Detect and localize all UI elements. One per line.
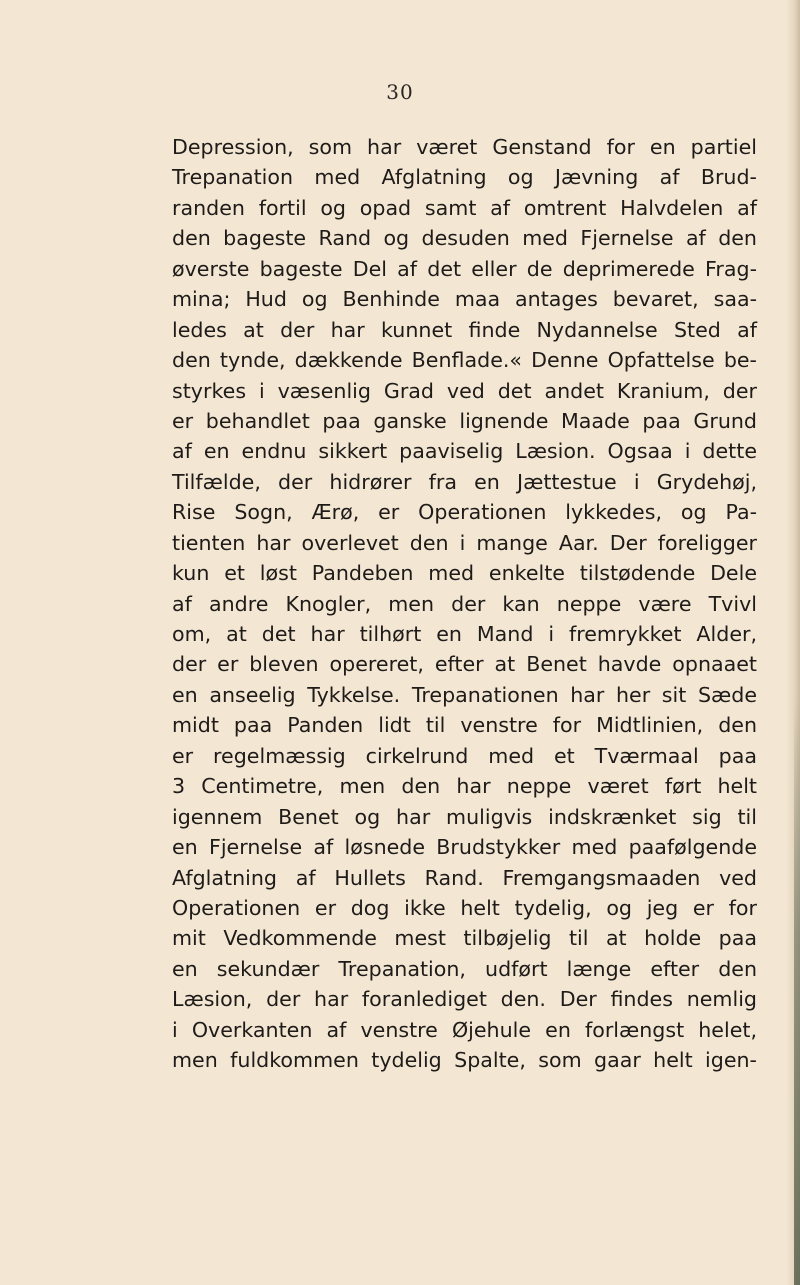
text-line: Operationen er dog ikke helt tydelig, og jeg er for [172,895,757,920]
body-text [172,132,757,1076]
text-line: af andre Knogler, men der kan neppe være Tvivl [172,591,757,616]
page-edge-dark [794,700,800,1285]
text-line: er regelmæssig cirkelrund med et Tværmaal paa [172,743,757,768]
text-line: en anseelig Tykkelse. Trepanationen har her sit Sæde [172,682,757,707]
text-line: af en endnu sikkert paaviselig Læsion. Ogsaa i dette [172,439,757,464]
page-number: 30 [386,80,414,104]
text-line: midt paa Panden lidt til venstre for Midtlinien, den [172,713,757,738]
text-line: er behandlet paa ganske lignende Maade paa Grund [172,408,757,433]
text-line: kun et løst Pandeben med enkelte tilstødende Dele [172,561,757,586]
text-line: Rise Sogn, Ærø, er Operationen lykkedes, og Pa- [172,500,757,525]
text-line: den tynde, dækkende Benflade.« Denne Opfattelse be- [172,348,757,373]
text-line: randen fortil og opad samt af omtrent Halvdelen af [172,195,757,220]
text-line: i Overkanten af venstre Øjehule en forlængst helet, [172,1017,757,1042]
text-line: en Fjernelse af løsnede Brudstykker med paafølgende [172,835,757,860]
text-line: 3 Centimetre, men den har neppe været ført helt [172,774,757,799]
text-line: en sekundær Trepanation, udført længe efter den [172,956,757,981]
text-line: den bageste Rand og desuden med Fjernelse af den [172,226,757,251]
text-line: mit Vedkommende mest tilbøjelig til at holde paa [172,926,757,951]
text-line: øverste bageste Del af det eller de deprimerede Frag- [172,256,757,281]
text-line: igennem Benet og har muligvis indskrænket sig til [172,804,757,829]
text-line: mina; Hud og Benhinde maa antages bevaret, saa- [172,287,757,312]
text-line: der er bleven opereret, efter at Benet havde opnaaet [172,652,757,677]
text-line: Læsion, der har foranlediget den. Der findes nemlig [172,987,757,1012]
text-line: om, at det har tilhørt en Mand i fremrykket Alder, [172,622,757,646]
text-line: Depression, som har været Genstand for en partiel [172,135,757,159]
text-line: styrkes i væsenlig Grad ved det andet Kranium, der [172,378,757,403]
text-line: ledes at der har kunnet finde Nydannelse Sted af [172,317,757,342]
text-line: Afglatning af Hullets Rand. Fremgangsmaaden ved [172,865,757,890]
text-line: Tilfælde, der hidrører fra en Jættestue i Grydehøj, [172,469,757,494]
text-line: men fuldkommen tydelig Spalte, som gaar helt igen- [172,1048,757,1073]
text-line: Trepanation med Afglatning og Jævning af Brud- [172,165,757,190]
text-line: tienten har overlevet den i mange Aar. Der foreligger [172,530,757,555]
